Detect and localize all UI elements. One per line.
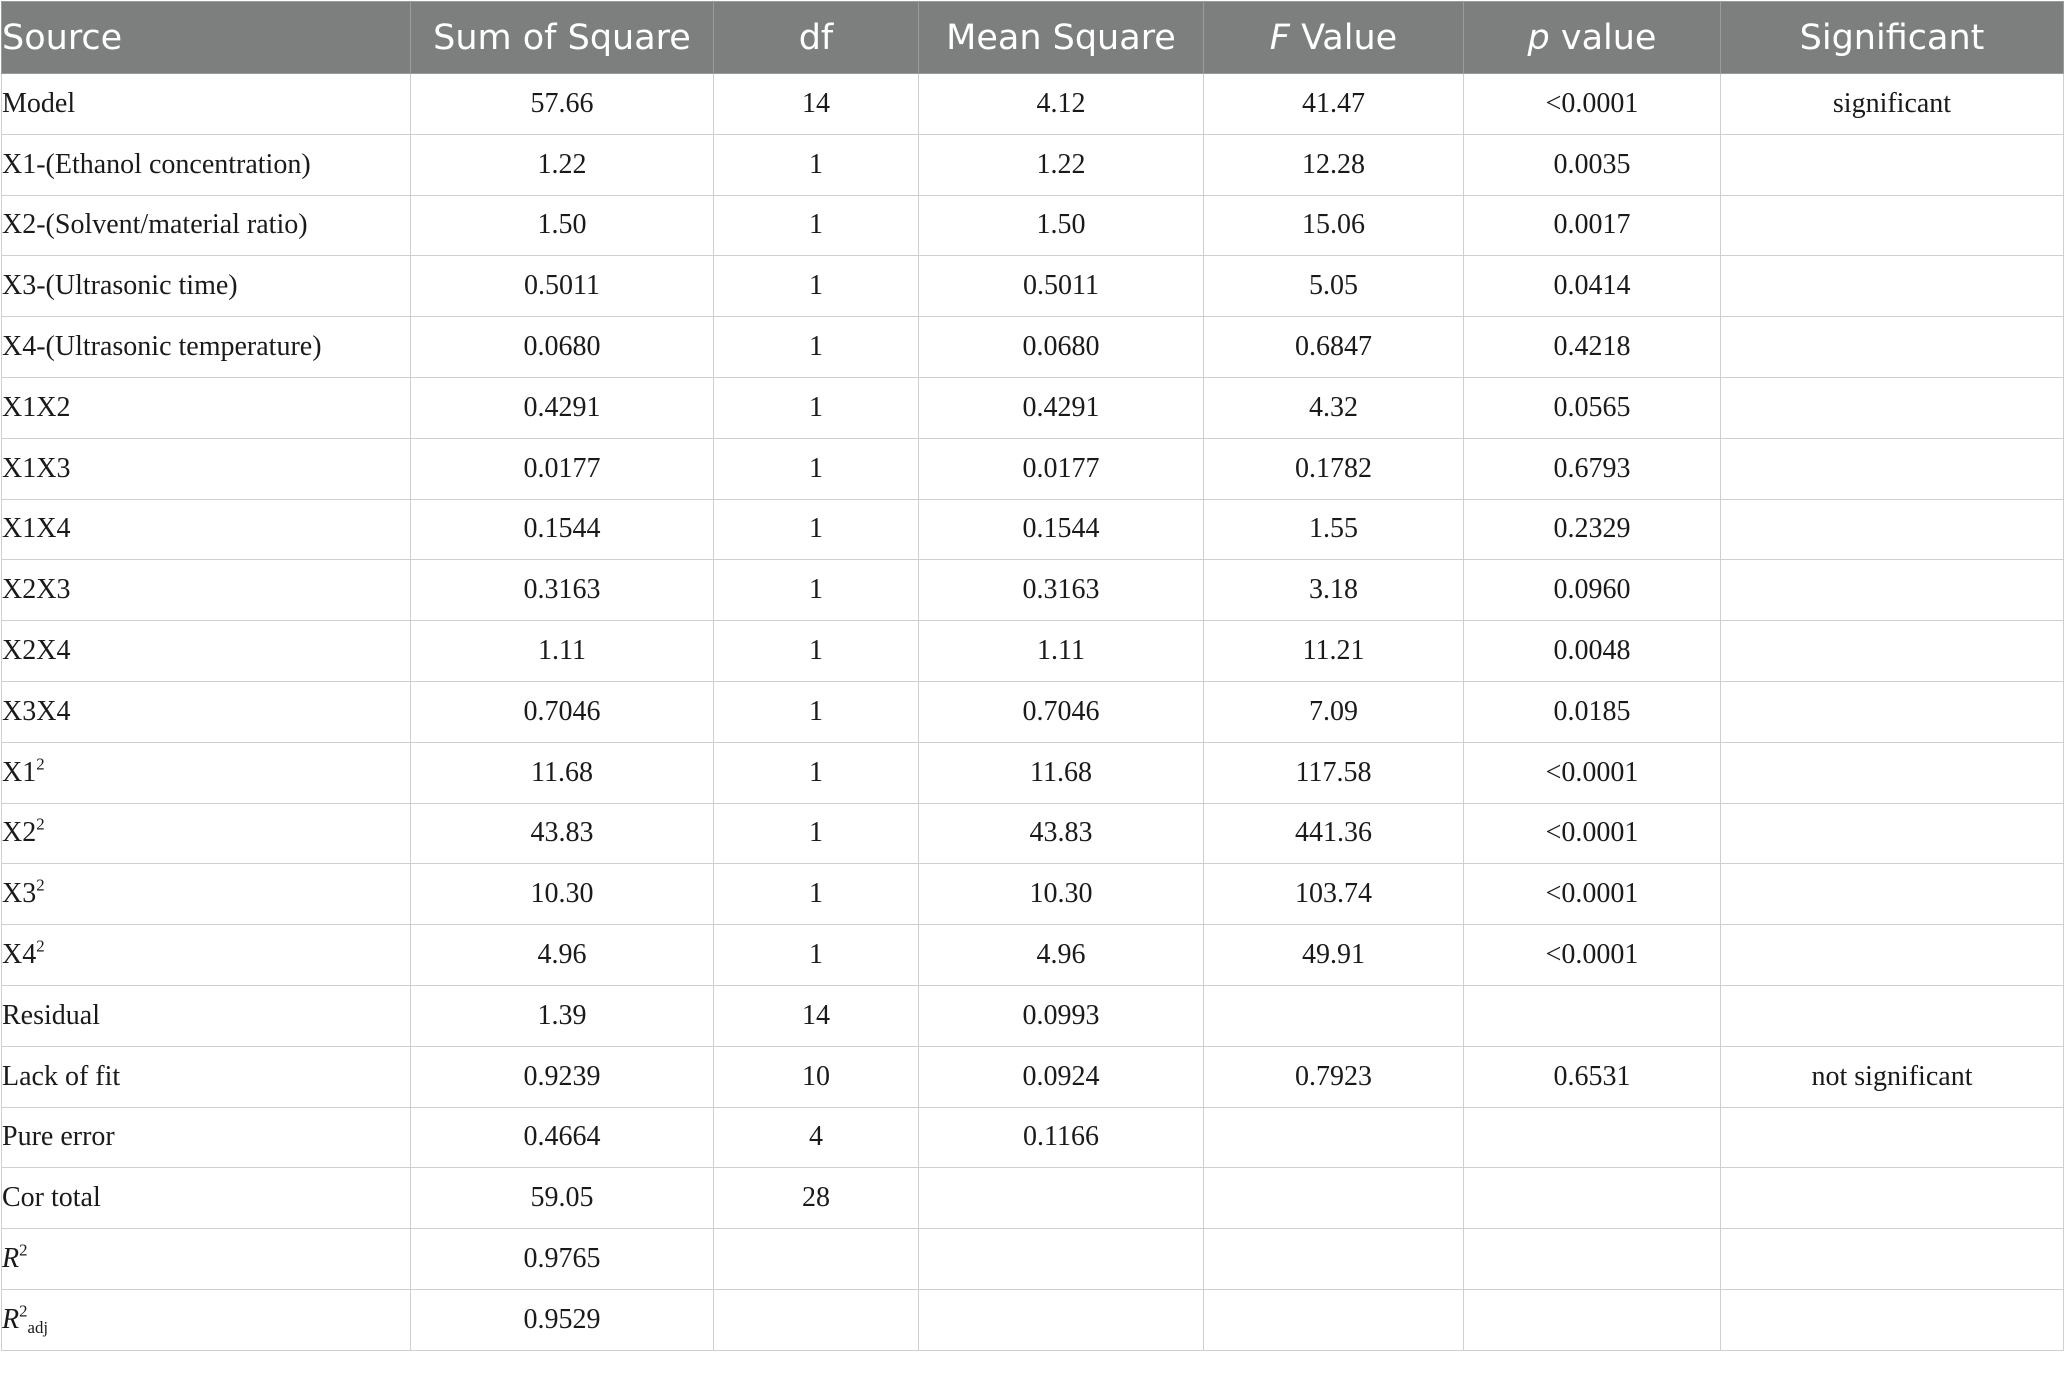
cell-mean-square: 0.0177 [919,438,1204,499]
cell-significant [1721,499,2064,560]
cell-significant: significant [1721,74,2064,135]
cell-sum-of-square: 0.9529 [411,1289,714,1350]
cell-mean-square: 1.11 [919,621,1204,682]
source-label: Cor total [2,1182,101,1214]
header-f-text: Value [1289,17,1398,58]
source-superscript: 2 [36,814,45,834]
cell-f-value: 0.1782 [1204,438,1464,499]
cell-significant [1721,1289,2064,1350]
cell-source [2,864,411,925]
cell-df: 1 [714,195,919,256]
cell-significant [1721,1229,2064,1290]
header-sum-of-square: Sum of Square [411,2,714,74]
cell-p-value: <0.0001 [1464,74,1721,135]
cell-mean-square: 0.7046 [919,681,1204,742]
cell-mean-square: 0.4291 [919,377,1204,438]
header-p-text: value [1549,17,1657,58]
cell-source [2,438,411,499]
cell-sum-of-square: 0.5011 [411,256,714,317]
cell-significant [1721,560,2064,621]
cell-p-value [1464,1229,1721,1290]
cell-sum-of-square: 1.39 [411,985,714,1046]
cell-f-value: 0.7923 [1204,1046,1464,1107]
source-label: X2X3 [2,574,71,606]
header-f-value [1204,2,1464,74]
table-row [2,256,2064,317]
table-row [2,985,2064,1046]
cell-mean-square: 1.50 [919,195,1204,256]
cell-df: 1 [714,925,919,986]
source-label: X1X3 [2,452,71,484]
source-label: X2 [2,817,37,849]
cell-df: 14 [714,74,919,135]
cell-mean-square: 0.1544 [919,499,1204,560]
cell-f-value [1204,1168,1464,1229]
cell-sum-of-square: 0.0680 [411,317,714,378]
cell-source [2,499,411,560]
header-source: Source [2,2,411,74]
cell-mean-square: 0.3163 [919,560,1204,621]
cell-p-value: 0.0414 [1464,256,1721,317]
source-label: X4-(Ultrasonic temperature) [2,331,322,363]
cell-mean-square: 4.12 [919,74,1204,135]
cell-mean-square: 11.68 [919,742,1204,803]
source-superscript: 2 [36,875,45,895]
cell-df: 1 [714,864,919,925]
cell-significant [1721,317,2064,378]
cell-f-value: 7.09 [1204,681,1464,742]
cell-sum-of-square: 0.3163 [411,560,714,621]
source-label: Model [2,87,76,119]
table-row [2,560,2064,621]
cell-source [2,134,411,195]
cell-df: 14 [714,985,919,1046]
source-label: X4 [2,939,37,971]
cell-mean-square [919,1229,1204,1290]
cell-source [2,681,411,742]
table-row [2,1046,2064,1107]
anova-table [1,1,2064,1351]
table-row [2,621,2064,682]
cell-mean-square [919,1168,1204,1229]
cell-mean-square [919,1289,1204,1350]
cell-df: 1 [714,438,919,499]
source-superscript: 2 [36,936,45,956]
cell-significant [1721,1107,2064,1168]
cell-p-value [1464,985,1721,1046]
cell-f-value: 103.74 [1204,864,1464,925]
cell-sum-of-square: 0.7046 [411,681,714,742]
cell-p-value: 0.2329 [1464,499,1721,560]
header-row [2,2,2064,74]
table-row [2,438,2064,499]
table-row [2,803,2064,864]
cell-df: 1 [714,499,919,560]
header-p-value [1464,2,1721,74]
cell-df: 1 [714,681,919,742]
cell-significant [1721,925,2064,986]
cell-sum-of-square: 0.9765 [411,1229,714,1290]
cell-source [2,256,411,317]
table-row [2,134,2064,195]
cell-significant [1721,742,2064,803]
cell-p-value: 0.0185 [1464,681,1721,742]
cell-sum-of-square: 0.9239 [411,1046,714,1107]
cell-sum-of-square: 1.22 [411,134,714,195]
table-row [2,317,2064,378]
cell-sum-of-square: 0.0177 [411,438,714,499]
cell-source [2,1168,411,1229]
cell-f-value [1204,985,1464,1046]
cell-sum-of-square: 11.68 [411,742,714,803]
header-df: df [714,2,919,74]
cell-mean-square: 0.0680 [919,317,1204,378]
table-row [2,1168,2064,1229]
table-row [2,195,2064,256]
table-row [2,74,2064,135]
cell-significant [1721,438,2064,499]
header-mean-square: Mean Square [919,2,1204,74]
header-p-symbol: p [1527,17,1550,58]
table-header [2,2,2064,74]
cell-f-value [1204,1229,1464,1290]
cell-f-value: 49.91 [1204,925,1464,986]
source-label: X1-(Ethanol concentration) [2,148,311,180]
cell-significant [1721,256,2064,317]
source-label: R [2,1303,20,1335]
table-body [2,74,2064,1351]
cell-sum-of-square: 4.96 [411,925,714,986]
cell-p-value: 0.4218 [1464,317,1721,378]
cell-mean-square: 0.0993 [919,985,1204,1046]
cell-significant: not significant [1721,1046,2064,1107]
cell-significant [1721,1168,2064,1229]
table-row [2,742,2064,803]
source-label: Residual [2,999,100,1031]
cell-f-value [1204,1289,1464,1350]
table-row [2,377,2064,438]
cell-p-value: 0.6793 [1464,438,1721,499]
cell-significant [1721,134,2064,195]
cell-source [2,74,411,135]
cell-f-value: 0.6847 [1204,317,1464,378]
cell-df: 1 [714,134,919,195]
cell-f-value: 1.55 [1204,499,1464,560]
cell-mean-square: 0.1166 [919,1107,1204,1168]
cell-source [2,195,411,256]
source-label: R [2,1243,20,1275]
cell-f-value: 441.36 [1204,803,1464,864]
cell-significant [1721,195,2064,256]
cell-mean-square: 1.22 [919,134,1204,195]
cell-sum-of-square: 0.4291 [411,377,714,438]
cell-f-value: 5.05 [1204,256,1464,317]
cell-p-value: <0.0001 [1464,864,1721,925]
cell-significant [1721,803,2064,864]
source-label: X3X4 [2,695,71,727]
cell-p-value: 0.0048 [1464,621,1721,682]
cell-p-value: 0.0035 [1464,134,1721,195]
cell-df: 1 [714,317,919,378]
source-label: X2-(Solvent/material ratio) [2,209,308,241]
cell-f-value: 11.21 [1204,621,1464,682]
cell-significant [1721,985,2064,1046]
table-row [2,499,2064,560]
table-row [2,1289,2064,1350]
cell-p-value: 0.0565 [1464,377,1721,438]
cell-sum-of-square: 0.4664 [411,1107,714,1168]
cell-df: 1 [714,256,919,317]
cell-source [2,560,411,621]
cell-source [2,621,411,682]
cell-sum-of-square: 1.50 [411,195,714,256]
source-superscript: 2 [19,1301,28,1321]
source-label: X3 [2,878,37,910]
cell-df: 28 [714,1168,919,1229]
cell-df: 1 [714,560,919,621]
cell-df [714,1229,919,1290]
header-significant: Significant [1721,2,2064,74]
cell-source [2,1046,411,1107]
cell-df [714,1289,919,1350]
cell-source [2,1289,411,1350]
cell-significant [1721,864,2064,925]
source-superscript: 2 [19,1240,28,1260]
cell-p-value: 0.0017 [1464,195,1721,256]
source-label: Lack of fit [2,1060,121,1092]
source-label: X1X4 [2,513,71,545]
cell-sum-of-square: 1.11 [411,621,714,682]
cell-f-value: 4.32 [1204,377,1464,438]
cell-mean-square: 43.83 [919,803,1204,864]
source-label: X1 [2,756,37,788]
source-label: Pure error [2,1121,115,1153]
cell-mean-square: 0.0924 [919,1046,1204,1107]
cell-p-value: 0.6531 [1464,1046,1721,1107]
cell-source [2,925,411,986]
cell-p-value [1464,1107,1721,1168]
source-label: X1X2 [2,391,71,423]
cell-f-value [1204,1107,1464,1168]
cell-df: 1 [714,377,919,438]
cell-source [2,317,411,378]
cell-sum-of-square: 43.83 [411,803,714,864]
cell-source [2,377,411,438]
table-row [2,681,2064,742]
cell-p-value: <0.0001 [1464,742,1721,803]
cell-f-value: 117.58 [1204,742,1464,803]
cell-source [2,985,411,1046]
cell-significant [1721,377,2064,438]
cell-df: 1 [714,621,919,682]
header-f-symbol: F [1269,17,1290,58]
table-row [2,925,2064,986]
cell-f-value: 3.18 [1204,560,1464,621]
cell-df: 4 [714,1107,919,1168]
cell-sum-of-square: 0.1544 [411,499,714,560]
cell-p-value [1464,1289,1721,1350]
cell-sum-of-square: 59.05 [411,1168,714,1229]
table-row [2,1229,2064,1290]
source-superscript: 2 [36,753,45,773]
cell-mean-square: 4.96 [919,925,1204,986]
source-label: X3-(Ultrasonic time) [2,270,238,302]
cell-significant [1721,681,2064,742]
cell-f-value: 12.28 [1204,134,1464,195]
cell-p-value: <0.0001 [1464,925,1721,986]
cell-df: 1 [714,803,919,864]
source-label: X2X4 [2,635,71,667]
cell-sum-of-square: 10.30 [411,864,714,925]
cell-source [2,803,411,864]
cell-mean-square: 0.5011 [919,256,1204,317]
cell-sum-of-square: 57.66 [411,74,714,135]
cell-f-value: 41.47 [1204,74,1464,135]
source-subscript: adj [27,1317,49,1337]
cell-p-value: <0.0001 [1464,803,1721,864]
cell-f-value: 15.06 [1204,195,1464,256]
cell-significant [1721,621,2064,682]
cell-mean-square: 10.30 [919,864,1204,925]
cell-source [2,1107,411,1168]
cell-source [2,742,411,803]
cell-df: 10 [714,1046,919,1107]
cell-source [2,1229,411,1290]
table-row [2,1107,2064,1168]
cell-p-value [1464,1168,1721,1229]
table-row [2,864,2064,925]
cell-p-value: 0.0960 [1464,560,1721,621]
cell-df: 1 [714,742,919,803]
